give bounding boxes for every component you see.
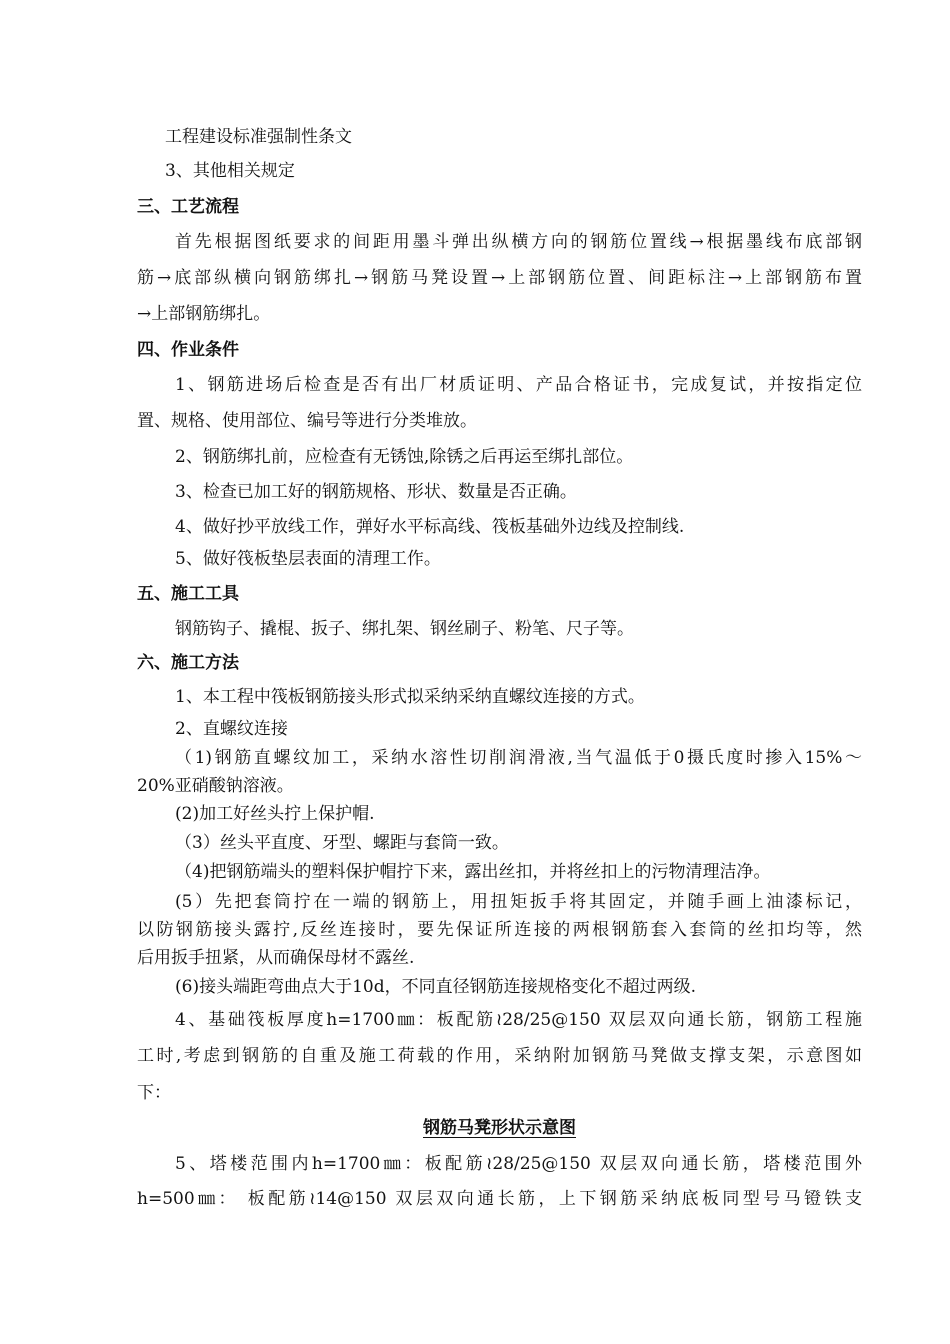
text-line: （4)把钢筋端头的塑料保护帽拧下来，露出丝扣，并将丝扣上的污物清理洁净。 — [175, 862, 771, 882]
text-line: 2、钢筋绑扎前，应检查有无锈蚀,除锈之后再运至绑扎部位。 — [175, 447, 634, 467]
text-line: 20%亚硝酸钠溶液。 — [137, 776, 294, 796]
section-heading: 三、工艺流程 — [137, 197, 239, 217]
text-line: 5、做好筏板垫层表面的清理工作。 — [175, 549, 441, 569]
text-line: h=500㎜： 板配筋≀14@150 双层双向通长筋，上下钢筋采纳底板同型号马镫铁支 — [137, 1189, 862, 1209]
text-line: 筋→底部纵横向钢筋绑扎→钢筋马凳设置→上部钢筋位置、间距标注→上部钢筋布置 — [137, 268, 862, 288]
text-line: （3）丝头平直度、牙型、螺距与套筒一致。 — [175, 833, 509, 853]
text-line: 后用扳手扭紧，从而确保母材不露丝. — [137, 948, 415, 968]
text-line: 2、直螺纹连接 — [175, 719, 288, 739]
text-line: (5）先把套筒拧在一端的钢筋上，用扭矩扳手将其固定，并随手画上油漆标记， — [175, 892, 862, 912]
text-line: 下： — [137, 1083, 171, 1103]
text-line: (2)加工好丝头拧上保护帽. — [175, 804, 375, 824]
section-heading: 四、作业条件 — [137, 340, 239, 360]
text-line: 工程建设标准强制性条文 — [165, 127, 352, 147]
text-line: 以防钢筋接头露拧,反丝连接时，要先保证所连接的两根钢筋套入套筒的丝扣均等，然 — [137, 920, 862, 940]
text-line: 4、基础筏板厚度h=1700㎜：板配筋≀28/25@150 双层双向通长筋，钢筋工程施 — [175, 1010, 862, 1030]
text-line: 1、本工程中筏板钢筋接头形式拟采纳采纳直螺纹连接的方式。 — [175, 687, 645, 707]
text-line: （1)钢筋直螺纹加工，采纳水溶性切削润滑液,当气温低于0摄氏度时掺入15%～ — [175, 748, 862, 768]
section-heading: 五、施工工具 — [137, 584, 239, 604]
text-line: 置、规格、使用部位、编号等进行分类堆放。 — [137, 411, 477, 431]
text-line: 3、检查已加工好的钢筋规格、形状、数量是否正确。 — [175, 482, 577, 502]
text-line: 钢筋钩子、撬棍、扳子、绑扎架、钢丝刷子、粉笔、尺子等。 — [175, 619, 634, 639]
text-line: 首先根据图纸要求的间距用墨斗弹出纵横方向的钢筋位置线→根据墨线布底部钢 — [175, 232, 862, 252]
text-line: 4、做好抄平放线工作，弹好水平标高线、筏板基础外边线及控制线. — [175, 517, 685, 537]
section-heading: 六、施工方法 — [137, 653, 239, 673]
text-line: 1、钢筋进场后检查是否有出厂材质证明、产品合格证书，完成复试，并按指定位 — [175, 375, 862, 395]
figure-caption: 钢筋马凳形状示意图 — [423, 1118, 576, 1138]
text-line: →上部钢筋绑扎。 — [137, 304, 271, 324]
text-line: (6)接头端距弯曲点大于10d，不同直径钢筋连接规格变化不超过两级. — [175, 977, 696, 997]
text-line: 工时,考虑到钢筋的自重及施工荷载的作用，采纳附加钢筋马凳做支撑支架，示意图如 — [137, 1046, 862, 1066]
text-line: 5、塔楼范围内h=1700㎜：板配筋≀28/25@150 双层双向通长筋，塔楼范围外 — [175, 1154, 862, 1174]
text-line: 3、其他相关规定 — [165, 161, 295, 181]
